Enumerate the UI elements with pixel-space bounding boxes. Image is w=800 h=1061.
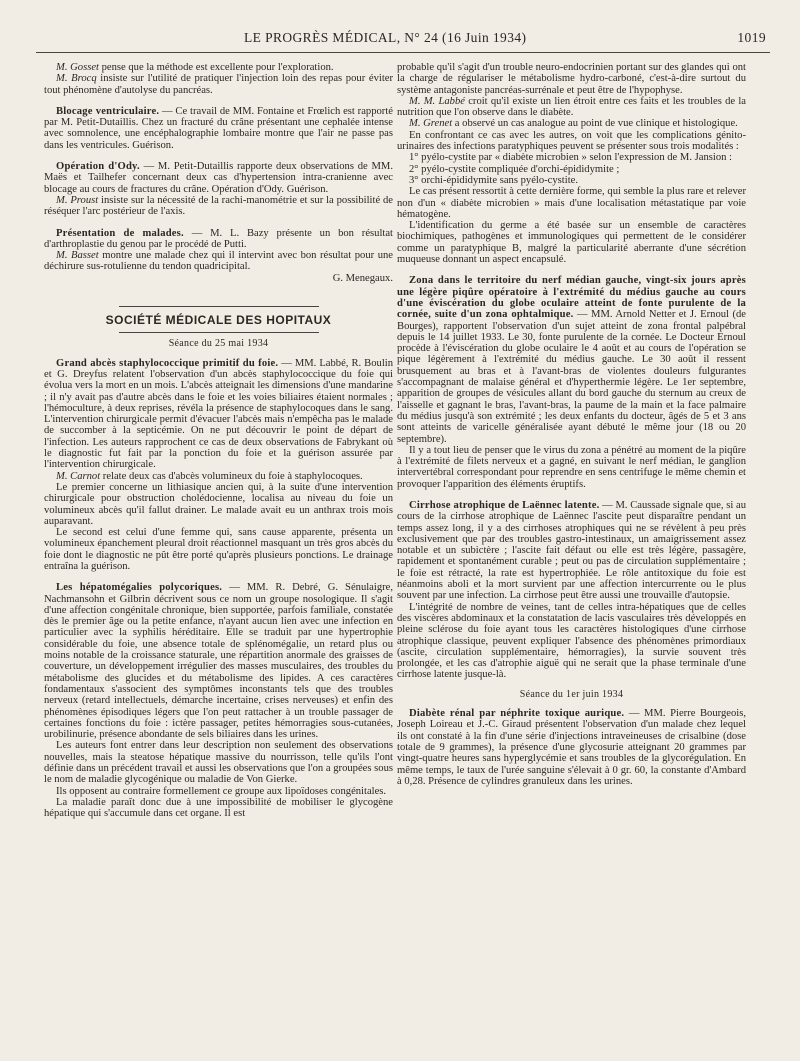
paragraph: M. Brocq insiste sur l'utilité de pratiquer l'injection loin des repas pour éviter tout phénomène d'autolyse du pancréas.	[44, 73, 393, 96]
signature: G. Menegaux.	[332, 272, 393, 284]
section-diabete-renal: Diabète rénal par néphrite toxique aurique. — MM. Pierre Bourgeois, Joseph Loireau et J.-C. Giraud présentent l'observation d'un malade chez lequel ils ont constaté à la fin d'une série d'injections intraveineuses de crisalbine (dose totale de 9 grammes), la présence d'une glycosurie atteignant 20 grammes par vingt-quatre heures sans hyperglycémie et sans troubles de la glycorégulation. En même temps, le taux de l'urée sanguine s'élevait à 0 gr. 60, la constante d'Ambard à 0,28. Présence de cylindres granuleux dans les urines.	[397, 708, 746, 787]
paragraph: Le cas présent ressortit à cette dernière forme, qui semble la plus rare et relever non d'un « diabète microbien » mais d'une localisation métastatique par voie hématogène.	[397, 186, 746, 220]
paragraph: L'intégrité de nombre de veines, tant de celles intra-hépatiques que de celles des viscères abdominaux et la constatation de lacis vasculaires très développés en pleine sclérose du foie ayant tous les caractères histologiques d'une cirrhose atrophique classique, peuvent expliquer l'absence des phénomènes primordiaux (ascite, circulation supplémentaire, hémorragies), la survie souvent très prolongée, et les cas d'atrophie aiguë qui ne serait que la phase terminale d'une cirrhose latente jusque-là.	[397, 601, 746, 681]
section-rule	[119, 306, 319, 307]
section-zona: Zona dans le territoire du nerf médian gauche, vingt-six jours après une légère piqûre opératoire à l'extrémité du médius gauche au cours d'une éviscération du globe oculaire atteint de fonte purulente de la cornée, suite d'un zona ophtalmique. — MM. Arnold Netter et J. Ernoul (de Bourges), rapportent l'observation d'un sujet atteint de zona frontal palpébral depuis le 14 juillet 1933. Le 30, fonte purulente de la cornée. Le Docteur Ernoul procède à l'éviscération du globe oculaire le 4 août et au cours de l'opération se pique légèrement à l'extrémité du médius gauche. Le 30 août il ressent brusquement au bras et à l'avant-bras de violentes douleurs fulgurantes s'accompagnant de malaise général et d'hyperthermie légère. Le 1er septembre, apparition de groupes de vésicules allant du bord gauche du sternum au creux de l'aisselle et gagnant le bras, l'avant-bras, la paume de la main et la face palmaire du médius jusqu'à son extrémité ; les deux enfants du docteur, âgés de 5 et 3 ans sont atteints de varicelle généralisée ayant débuté le même jour (18 ou 20 septembre).	[397, 275, 746, 445]
paragraph: M. Grenet a observé un cas analogue au point de vue clinique et histologique.	[409, 118, 738, 130]
paragraph: Le second est celui d'une femme qui, sans cause apparente, présenta un volumineux épanchement pleural droit réactionnel masquant un très gros abcès du foie dont le diagnostic ne pût être porté qu'après plusieurs ponctions. Le drainage entraîna la guérison.	[44, 527, 393, 572]
paragraph: probable qu'il s'agit d'un trouble neuro-endocrinien portant sur des glandes qui ont la charge de régulariser le métabolisme hydro-carboné, c'est-à-dire surtout du système antagoniste pancréas-surrénale et peut être de l'hypophyse.	[397, 62, 746, 96]
list-item: 2° pyélo-cystite compliquée d'orchi-épididymite ;	[409, 163, 620, 175]
society-title: SOCIÉTÉ MÉDICALE DES HOPITAUX	[105, 313, 332, 328]
section-operation-ody: Opération d'Ody. — M. Petit-Dutaillis rapporte deux observations de MM. Maës et Tailhefer concernant deux cas d'hypertension intra-cranienne avec blocage au cours de fractures du crâne. Opération d'Ody. Guérison.	[44, 161, 393, 195]
running-header	[0, 30, 800, 52]
page-number: 1019	[737, 30, 766, 45]
journal-title: LE PROGRÈS MÉDICAL, N° 24 (16 Juin 1934)	[244, 30, 527, 45]
section-cirrhose: Cirrhose atrophique de Laënnec latente. — M. Caussade signale que, si au cours de la cirrhose atrophique de Laënnec l'ascite peut disparaître pendant un temps assez long, il y a des cirrhoses atrophiques qui ne se révèlent à peu près exclusivement que par des troubles gastro-intestinaux, un amaigrissement assez notable et un subictère ; l'ascite fait défaut ou elle est très légère, passagère, rapidement et spontanément curable ; peut ou pas de circulation supplémentaire ; le foie est rétracté, la rate est hypertrophiée. Le rôle antitoxique du foie est néanmoins aboli et la mort survient par une affection intercurrente ou le plus souvent par une infection. La cirrhose peut être aussi une trouvaille d'autopsie.	[397, 499, 746, 602]
section-abces-foie: Grand abcès staphylococcique primitif du foie. — MM. Labbé, R. Boulin et G. Dreyfus relatent l'observation d'un abcès staphylococcique du foie qui évolua vers la mort en un mois. L'abcès atteignait les dimensions d'une mandarine ; il n'y avait pas d'autre abcès dans le foie et les voies biliaires étaient normales ; l'hémoculture, à deux reprises, révéla la présence de staphylocoques dans le sang. L'intervention chirurgicale permit d'évacuer l'abcès mais n'empêcha pas le malade de succomber à la septicémie. On ne put découvrir le point de départ de l'infection. Les auteurs rapprochent ce cas de deux observations de Fabrykant où le diagnostic fut fait par la ponction du foie et la guérison assurée par l'intervention chirurgicale.	[44, 357, 393, 471]
right-column	[397, 62, 746, 787]
paragraph: Le premier concerne un lithiasique ancien qui, à la suite d'une intervention chirurgicale pour obstruction cholédocienne, localisa au niveau du foie un volumineux abcès qu'il fallut drainer. Le malade avait eu un anthrax trois mois auparavant.	[44, 481, 393, 527]
paragraph: Les auteurs font entrer dans leur description non seulement des observations nouvelles, mais la steatose hépatique massive du nourrisson, telle qu'ils l'ont définie dans un précédent travail et aussi les observations que l'on a groupées sous le nom de maladie glycogénique ou maladie de Von Gierke.	[44, 740, 393, 786]
paragraph: La maladie paraît donc due à une impossibilité de mobiliser le glycogène hépatique qui s'accumule dans cet organe. Il est	[44, 796, 393, 820]
seance-date: Séance du 25 mai 1934	[168, 338, 269, 350]
paragraph: M. M. Labbé croit qu'il existe un lien étroit entre ces faits et les troubles de la nutrition que l'on observe dans le diabète.	[397, 95, 746, 119]
section-hepatomegalies: Les hépatomégalies polycoriques. — MM. R. Debré, G. Sénulaigre, Nachmansohn et Gilbrin décrivent sous ce nom un groupe nosologique. Il s'agit d'une affection congénitale chronique, bien supportée, parfois familiale, constatée dès le premier âge ou la petite enfance, n'ayant aucun lien avec une infection en particulier avec la syphilis héréditaire. Elle se traduit par une hypertrophie considérable du foie, une absence totale de splénomégalie, un retard plus ou moins notable de la croissance staturale, une répartition anormale des graisses de couverture, un développement irrégulier des masses musculaires, des troubles du métabolisme des glucides et du métabolisme des lipides. A ces caractères fondamentaux s'associent des symptômes inconstants tels que des troubles nerveux (retard intellectuels, démarche incertaine, crises nerveuses) et enfin des phénomènes épisodiques légers que l'on peut rattacher à un trouble passager de certaines fonctions du foie : ictère passager, petites hémorragies sous-cutanées, urobilinurie, présence abondante de sels biliaires dans les urines.	[44, 582, 393, 741]
section-blocage: Blocage ventriculaire. — Ce travail de MM. Fontaine et Frœlich est rapporté par M. Petit-Dutaillis. Chez un fracturé du crâne présentant une cephalée intense avec somnolence, une encéphalographie lombaire montre que l'air ne passe pas dans les ventricules. Guérison.	[44, 105, 393, 151]
header-rule	[36, 52, 770, 53]
paragraph: M. Carnot relate deux cas d'abcès volumineux du foie à staphylocoques.	[56, 470, 363, 482]
section-presentation: Présentation de malades. — M. L. Bazy présente un bon résultat d'arthroplastie du genou par le procédé de Putti.	[44, 227, 393, 250]
paragraph: L'identification du germe a été basée sur un ensemble de caractères biochimiques, pathogènes et immunologiques qui permettent de le considérer comme un paratyphique B, malgré la particularité aberrante d'une sécrétion muqueuse donnant un aspect encapsulé.	[397, 220, 746, 266]
paragraph: En confrontant ce cas avec les autres, on voit que les complications génito-urinaires des infections paratyphiques peuvent se présenter sous trois modalités :	[397, 129, 746, 153]
paragraph: M. Proust insiste sur la nécessité de la rachi-manométrie et sur la possibilité de réséquer l'arc postérieur de l'axis.	[44, 194, 393, 218]
section-rule	[119, 332, 319, 333]
seance-date: Séance du 1er juin 1934	[519, 688, 624, 700]
paragraph: Il y a tout lieu de penser que le virus du zona a pénétré au moment de la piqûre à l'extrémité de filets nerveux et a gagné, en suivant le nerf médian, le ganglion intervertébral correspondant pour reprendre en sens centrifuge le même chemin et provoquer l'apparition des éléments éruptifs.	[397, 444, 746, 490]
paragraph: M. Basset montre une malade chez qui il intervint avec bon résultat pour une déchirure sus-rotulienne du tendon quadricipital.	[44, 250, 393, 273]
list-item: 3° orchi-épididymite sans pyélo-cystite.	[409, 174, 578, 186]
list-item: 1° pyélo-cystite par « diabète microbien » selon l'expression de M. Jansion :	[409, 152, 733, 164]
paragraph: M. Gosset pense que la méthode est excellente pour l'exploration.	[56, 62, 334, 73]
left-column	[44, 62, 393, 820]
paragraph: Ils opposent au contraire formellement ce groupe aux lipoïdoses congénitales.	[56, 785, 387, 797]
